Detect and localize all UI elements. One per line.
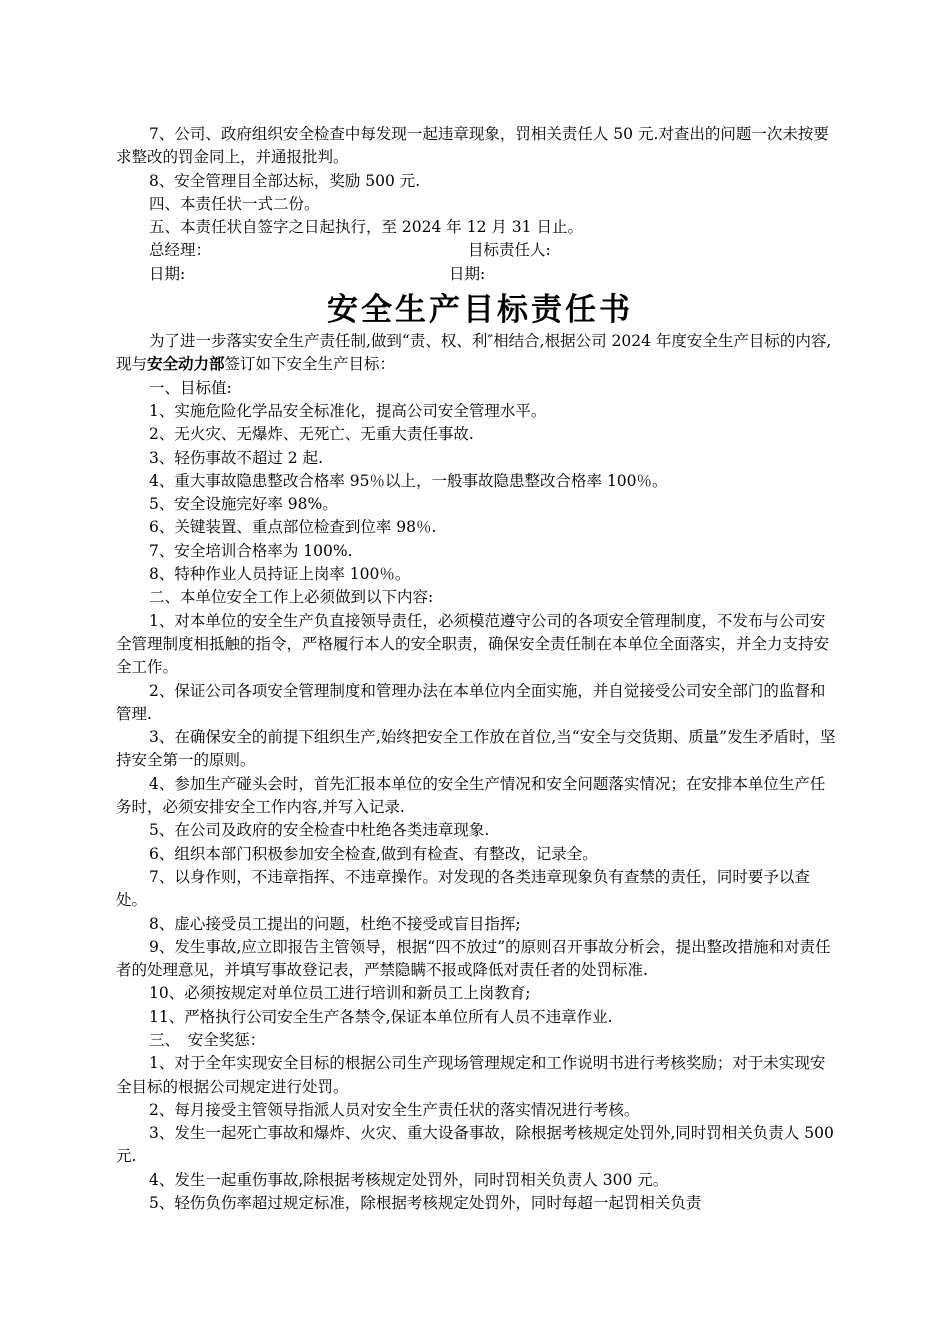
section2-item: 8、虚心接受员工提出的问题，杜绝不接受或盲目指挥; xyxy=(149,914,521,933)
section2-item: 2、保证公司各项安全管理制度和管理办法在本单位内全面实施，并自觉接受公司安全部门的监督和管理. xyxy=(116,681,826,723)
intro-text-before: 为了进一步落实安全生产责任制,做到“责、权、利″相结合,根据公司 2024 年度安全生产目标的内容,现与 xyxy=(116,332,832,374)
section3-item: 5、轻伤负伤率超过规定标准，除根据考核规定处罚外，同时每超一起罚相关负责 xyxy=(149,1194,702,1213)
intro-paragraph xyxy=(116,330,838,377)
section1-item: 6、关键装置、重点部位检查到位率 98％. xyxy=(149,518,437,537)
intro-text-after: 签订如下安全生产目标： xyxy=(224,355,396,374)
date-right-label: 日期: xyxy=(449,264,486,283)
section2-item: 9、发生事故,应立即报告主管领导，根据“四不放过”的原则召开事故分析会，提出整改措施和对责任者的处理意见，并填写事故登记表，严禁隐瞒不报或降低对责任者的处罚标准. xyxy=(116,937,831,980)
section3-item: 4、发生一起重伤事故,除根据考核规定处罚外，同时罚相关负责人 300 元。 xyxy=(149,1170,669,1189)
section3-heading: 三、 安全奖惩： xyxy=(149,1030,266,1049)
section2-item: 5、在公司及政府的安全检查中杜绝各类违章现象. xyxy=(149,821,490,840)
paragraph-copies: 四、本责任状一式二份。 xyxy=(149,194,320,213)
section3-item: 3、发生一起死亡事故和爆炸、火灾、重大设备事故，除根据考核规定处罚外,同时罚相关负责人 500 元. xyxy=(116,1124,834,1166)
signature-row xyxy=(116,239,838,262)
section2-item: 11、严格执行公司安全生产各禁令,保证本单位所有人员不违章作业. xyxy=(149,1007,613,1026)
date-row xyxy=(116,263,838,286)
section3-item: 1、对于全年实现安全目标的根据公司生产现场管理规定和工作说明书进行考核奖励；对于未实现安全目标的根据公司规定进行处罚。 xyxy=(116,1054,826,1096)
date-left-label: 日期: xyxy=(149,264,186,283)
section1-item: 8、特种作业人员持证上岗率 100％。 xyxy=(149,565,411,584)
section1-item: 4、重大事故隐患整改合格率 95％以上，一般事故隐患整改合格率 100％。 xyxy=(149,471,668,490)
general-manager-label: 总经理： xyxy=(149,241,212,260)
section1-item: 1、实施危险化学品安全标准化，提高公司安全管理水平。 xyxy=(149,401,547,420)
section2-item: 4、参加生产碰头会时，首先汇报本单位的安全生产情况和安全问题落实情况；在安排本单位生产任务时，必须安排安全工作内容,并写入记录. xyxy=(116,774,826,817)
section3-item: 2、每月接受主管领导指派人员对安全生产责任状的落实情况进行考核。 xyxy=(149,1100,640,1119)
section1-item: 3、轻伤事故不超过 2 起. xyxy=(149,448,324,467)
section2-item: 6、组织本部门积极参加安全检查,做到有检查、有整改，记录全。 xyxy=(149,844,598,863)
section1-heading: 一、目标值: xyxy=(149,378,232,397)
responsible-person-label: 目标责任人: xyxy=(468,241,551,260)
section2-item: 3、在确保安全的前提下组织生产,始终把安全工作放在首位,当“安全与交货期、质量”发生矛盾时，坚持安全第一的原则。 xyxy=(116,728,836,770)
section1-item: 7、安全培训合格率为 100%. xyxy=(149,541,353,560)
paragraph-effective-date: 五、本责任状自签字之日起执行，至 2024 年 12 月 31 日止。 xyxy=(149,218,583,237)
section2-item: 1、对本单位的安全生产负直接领导责任，必须模范遵守公司的各项安全管理制度，不发布与公司安全管理制度相抵触的指令，严格履行本人的安全职责，确保安全责任制在本单位全面落实，并全力支持安全工作。 xyxy=(116,611,830,677)
document-page xyxy=(116,123,838,1215)
paragraph-penalty-inspection: 7、公司、政府组织安全检查中每发现一起违章现象，罚相关责任人 50 元.对查出的问题一次未按要求整改的罚金同上，并通报批判。 xyxy=(116,125,829,167)
department-name: 安全动力部 xyxy=(147,355,225,374)
paragraph-reward: 8、安全管理目全部达标，奖励 500 元. xyxy=(149,171,421,190)
section2-item: 10、必须按规定对单位员工进行培训和新员工上岗教育; xyxy=(149,984,531,1003)
section1-item: 5、安全设施完好率 98%。 xyxy=(149,495,338,514)
section2-heading: 二、本单位安全工作上必须做到以下内容: xyxy=(149,588,434,607)
document-title: 安全生产目标责任书 xyxy=(327,292,633,329)
section1-item: 2、无火灾、无爆炸、无死亡、无重大责任事故. xyxy=(149,425,474,444)
section2-item: 7、以身作则，不违章指挥、不违章操作。对发现的各类违章现象负有查禁的责任，同时要予以查处。 xyxy=(116,867,810,910)
